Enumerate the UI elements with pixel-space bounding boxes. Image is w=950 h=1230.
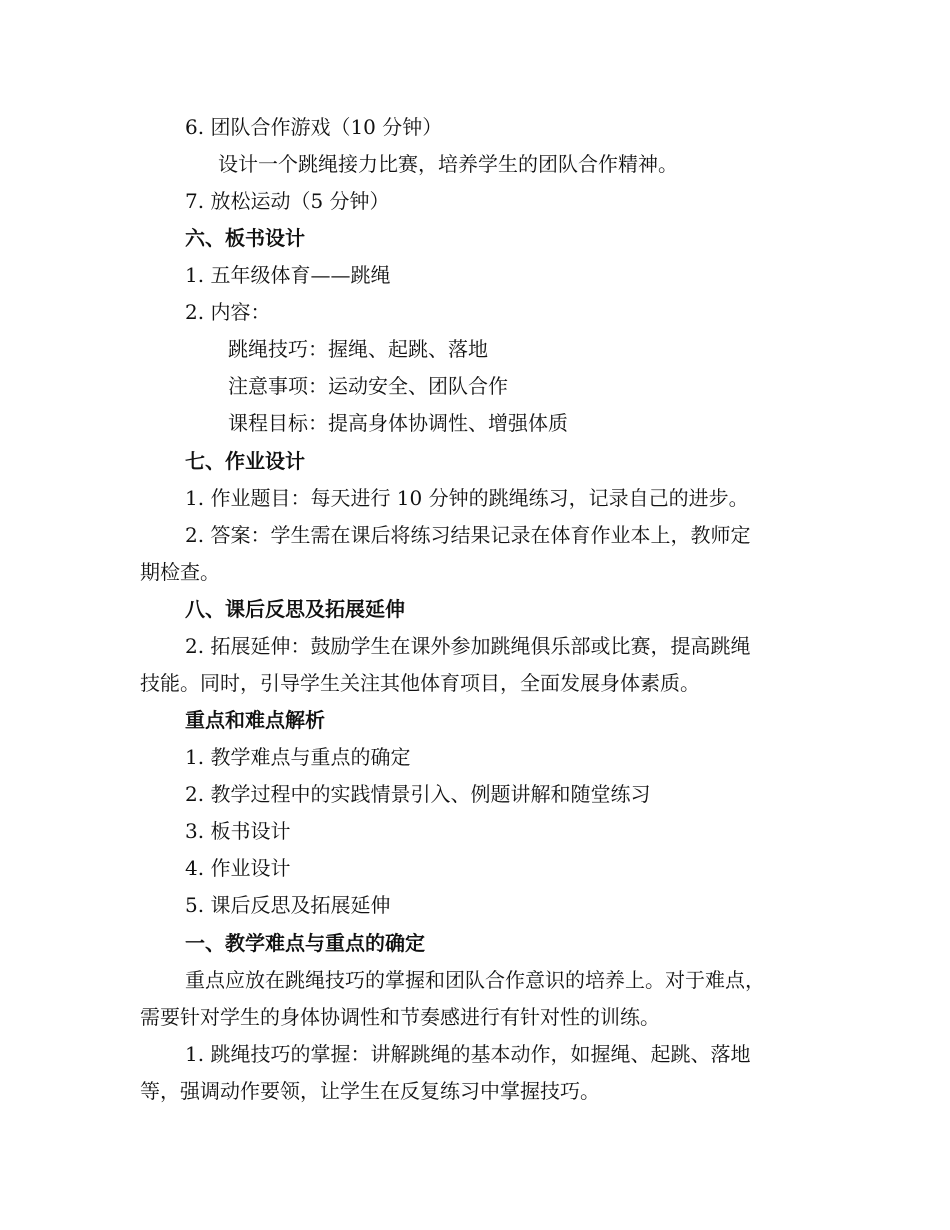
list-item-homework-answer-cont: 期检查。 bbox=[140, 560, 220, 584]
list-item-skill-mastery-cont: 等，强调动作要领，让学生在反复练习中掌握技巧。 bbox=[140, 1079, 600, 1103]
list-item-analysis-4: 4. 作业设计 bbox=[185, 856, 291, 880]
list-item-skill-mastery: 1. 跳绳技巧的掌握：讲解跳绳的基本动作，如握绳、起跳、落地 bbox=[185, 1042, 751, 1066]
list-item-analysis-3: 3. 板书设计 bbox=[185, 819, 291, 843]
list-item-analysis-5: 5. 课后反思及拓展延伸 bbox=[185, 893, 391, 917]
list-item-analysis-1: 1. 教学难点与重点的确定 bbox=[185, 745, 411, 769]
section-heading-homework: 七、作业设计 bbox=[185, 449, 305, 473]
list-item-cooldown: 7. 放松运动（5 分钟） bbox=[185, 189, 390, 213]
content-line-goals: 课程目标：提高身体协调性、增强体质 bbox=[228, 411, 568, 435]
section-heading-analysis: 重点和难点解析 bbox=[185, 708, 325, 732]
section-heading-difficulty: 一、教学难点与重点的确定 bbox=[185, 931, 425, 955]
paragraph-team-game-desc: 设计一个跳绳接力比赛，培养学生的团队合作精神。 bbox=[218, 152, 678, 176]
list-item-extension-cont: 技能。同时，引导学生关注其他体育项目，全面发展身体素质。 bbox=[140, 671, 700, 695]
list-item-analysis-2: 2. 教学过程中的实践情景引入、例题讲解和随堂练习 bbox=[185, 782, 651, 806]
section-heading-reflection: 八、课后反思及拓展延伸 bbox=[185, 597, 405, 621]
list-item-homework-topic: 1. 作业题目：每天进行 10 分钟的跳绳练习，记录自己的进步。 bbox=[185, 486, 749, 510]
content-line-skills: 跳绳技巧：握绳、起跳、落地 bbox=[228, 337, 488, 361]
list-item-team-game: 6. 团队合作游戏（10 分钟） bbox=[185, 115, 443, 139]
list-item-blackboard-title: 1. 五年级体育——跳绳 bbox=[185, 263, 391, 287]
list-item-blackboard-content: 2. 内容： bbox=[185, 300, 271, 324]
section-heading-blackboard: 六、板书设计 bbox=[185, 226, 305, 250]
paragraph-focus: 重点应放在跳绳技巧的掌握和团队合作意识的培养上。对于难点， bbox=[185, 968, 765, 992]
paragraph-focus-cont: 需要针对学生的身体协调性和节奏感进行有针对性的训练。 bbox=[140, 1005, 660, 1029]
list-item-extension: 2. 拓展延伸：鼓励学生在课外参加跳绳俱乐部或比赛，提高跳绳 bbox=[185, 634, 751, 658]
content-line-notes: 注意事项：运动安全、团队合作 bbox=[228, 374, 508, 398]
list-item-homework-answer: 2. 答案：学生需在课后将练习结果记录在体育作业本上，教师定 bbox=[185, 523, 751, 547]
